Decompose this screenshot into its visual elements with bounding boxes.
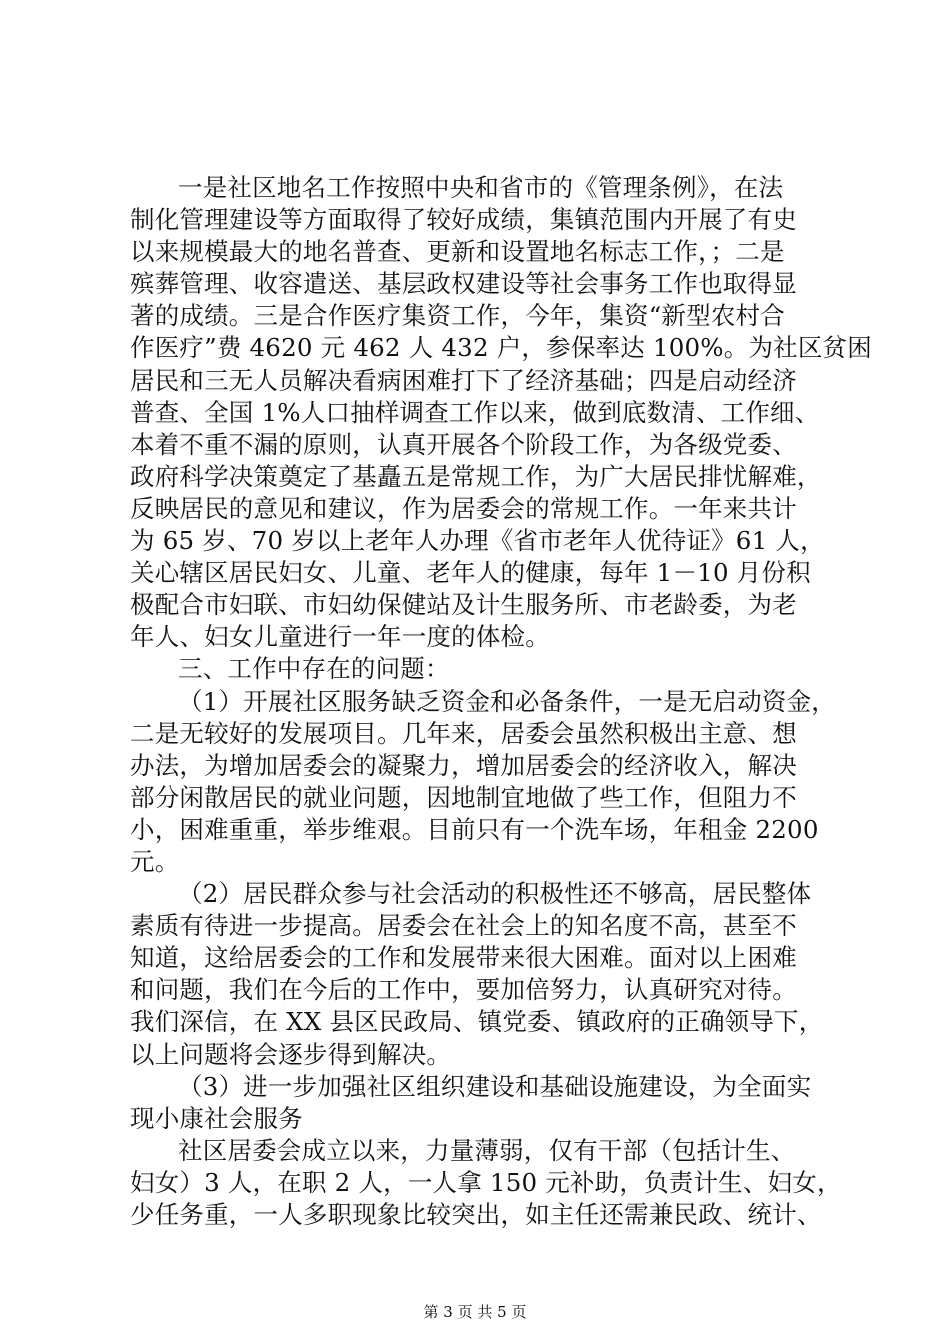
text-line: 和问题，我们在今后的工作中，要加倍努力，认真研究对待。 <box>130 975 797 1005</box>
text-line: 政府科学决策奠定了基矗五是常规工作，为广大居民排忧解难， <box>130 461 822 491</box>
text-line: 制化管理建设等方面取得了较好成绩，集镇范围内开展了有史 <box>130 205 797 235</box>
text-line: 社区居委会成立以来，力量薄弱，仅有干部（包括计生、 <box>178 1135 796 1165</box>
text-line: 少任务重，一人多职现象比较突出，如主任还需兼民政、统计、 <box>130 1200 822 1229</box>
text-line: 部分闲散居民的就业问题，因地制宜地做了些工作，但阻力不 <box>130 782 797 812</box>
text-line: （3）进一步加强社区组织建设和基础设施建设，为全面实 <box>178 1071 812 1101</box>
text-line: 小，困难重重，举步维艰。目前只有一个洗车场，年租金 2200 <box>130 814 819 844</box>
text-line: 殡葬管理、收容遣送、基层政权建设等社会事务工作也取得显 <box>130 269 797 299</box>
body-text <box>130 172 872 1231</box>
text-line: 居民和三无人员解决看病困难打下了经济基础；四是启动经济 <box>130 365 797 395</box>
text-line: （1）开展社区服务缺乏资金和必备条件，一是无启动资金， <box>178 686 836 716</box>
text-line: 本着不重不漏的原则，认真开展各个阶段工作，为各级党委、 <box>130 429 797 459</box>
text-line: 普查、全国 1%人口抽样调查工作以来，做到底数清、工作细、 <box>130 397 820 427</box>
page-footer: 第 3 页 共 5 页 <box>423 1303 527 1321</box>
text-line: 著的成绩。三是合作医疗集资工作，今年，集资“新型农村合 <box>130 301 785 331</box>
text-line: 作医疗”费 4620 元 462 人 432 户，参保率达 100%。为社区贫困 <box>130 333 872 363</box>
text-line: 以上问题将会逐步得到解决。 <box>130 1039 452 1069</box>
text-line: 现小康社会服务 <box>130 1103 303 1133</box>
text-line: 二是无较好的发展项目。几年来，居委会虽然积极出主意、想 <box>130 718 797 748</box>
text-line: 以来规模最大的地名普查、更新和设置地名标志工作，；二是 <box>130 237 785 267</box>
text-line: 关心辖区居民妇女、儿童、老年人的健康，每年 1－10 月份积 <box>130 558 811 588</box>
text-line: 一是社区地名工作按照中央和省市的《管理条例》，在法 <box>178 173 784 202</box>
text-line: 办法，为增加居委会的凝聚力，增加居委会的经济收入，解决 <box>130 750 797 780</box>
text-line: 素质有待进一步提高。居委会在社会上的知名度不高，甚至不 <box>130 911 797 941</box>
text-line: 为 65 岁、70 岁以上老年人办理《省市老年人优待证》61 人， <box>130 526 825 556</box>
text-line: 元。 <box>130 846 180 876</box>
text-line: 反映居民的意见和建议，作为居委会的常规工作。一年来共计 <box>130 493 797 523</box>
text-line: 我们深信，在 XX 县区民政局、镇党委、镇政府的正确领导下， <box>130 1007 824 1037</box>
text-line: 妇女）3 人，在职 2 人，一人拿 150 元补助，负责计生、妇女， <box>130 1167 842 1197</box>
text-line: 知道，这给居委会的工作和发展带来很大困难。面对以上困难 <box>130 943 797 973</box>
text-line: 年人、妇女儿童进行一年一度的体检。 <box>130 622 550 652</box>
text-line: 三、工作中存在的问题： <box>178 654 450 684</box>
text-line: 极配合市妇联、市妇幼保健站及计生服务所、市老龄委，为老 <box>130 590 797 620</box>
text-line: （2）居民群众参与社会活动的积极性还不够高，居民整体 <box>178 879 812 909</box>
